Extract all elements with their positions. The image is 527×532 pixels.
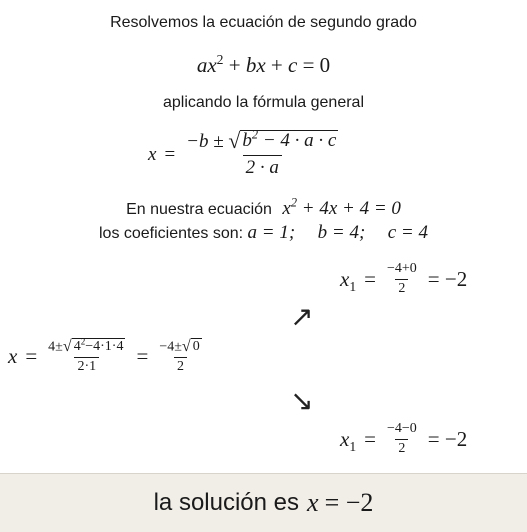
coef-c: c = 4	[387, 222, 428, 243]
coef-a: a = 1;	[247, 222, 296, 243]
discriminant-radical: √ $b^2 - 4 \cdot a \cdot c$	[228, 127, 337, 154]
general-equation: $ax^2$ + bx + c = 0	[196, 51, 331, 77]
solution-2: $x_1$ = $\frac{-4-0}{2}$ = −2	[340, 421, 468, 456]
arrow-down-right-icon: ↘	[290, 384, 314, 417]
intro-text: Resolvemos la ecuación de segundo grado	[110, 14, 417, 31]
coef-b: b = 4;	[317, 222, 366, 243]
result-bar: la solución es x = −2	[0, 473, 527, 532]
quadratic-formula: x = −b ± √ $b^2 - 4 \cdot a \cdot c$ 2 · a	[148, 130, 341, 179]
substitution-fraction-1: 4± √ $4^2-4\cdot 1\cdot 4$ 2·1	[48, 336, 124, 375]
solution-1: $x_1$ = $\frac{-4+0}{2}$ = −2	[340, 261, 468, 296]
coefficients-line: los coeficientes son: a = 1; b = 4; c = 4	[98, 222, 428, 243]
substitution-fraction-2: −4± √ 0 2	[159, 338, 200, 375]
our-equation-line: En nuestra ecuación $x^2 + 4x + 4 = 0$	[126, 195, 401, 219]
arrow-up-right-icon: ↗	[290, 300, 314, 333]
formula-text: aplicando la fórmula general	[162, 94, 364, 111]
our-equation: $x^2 + 4x + 4 = 0$	[282, 195, 401, 219]
substitution: x = 4± √ $4^2-4\cdot 1\cdot 4$ 2·1 = −4± √ 0 2	[8, 338, 205, 375]
formula-fraction: −b ± √ $b^2 - 4 \cdot a \cdot c$ 2 · a	[186, 127, 337, 179]
